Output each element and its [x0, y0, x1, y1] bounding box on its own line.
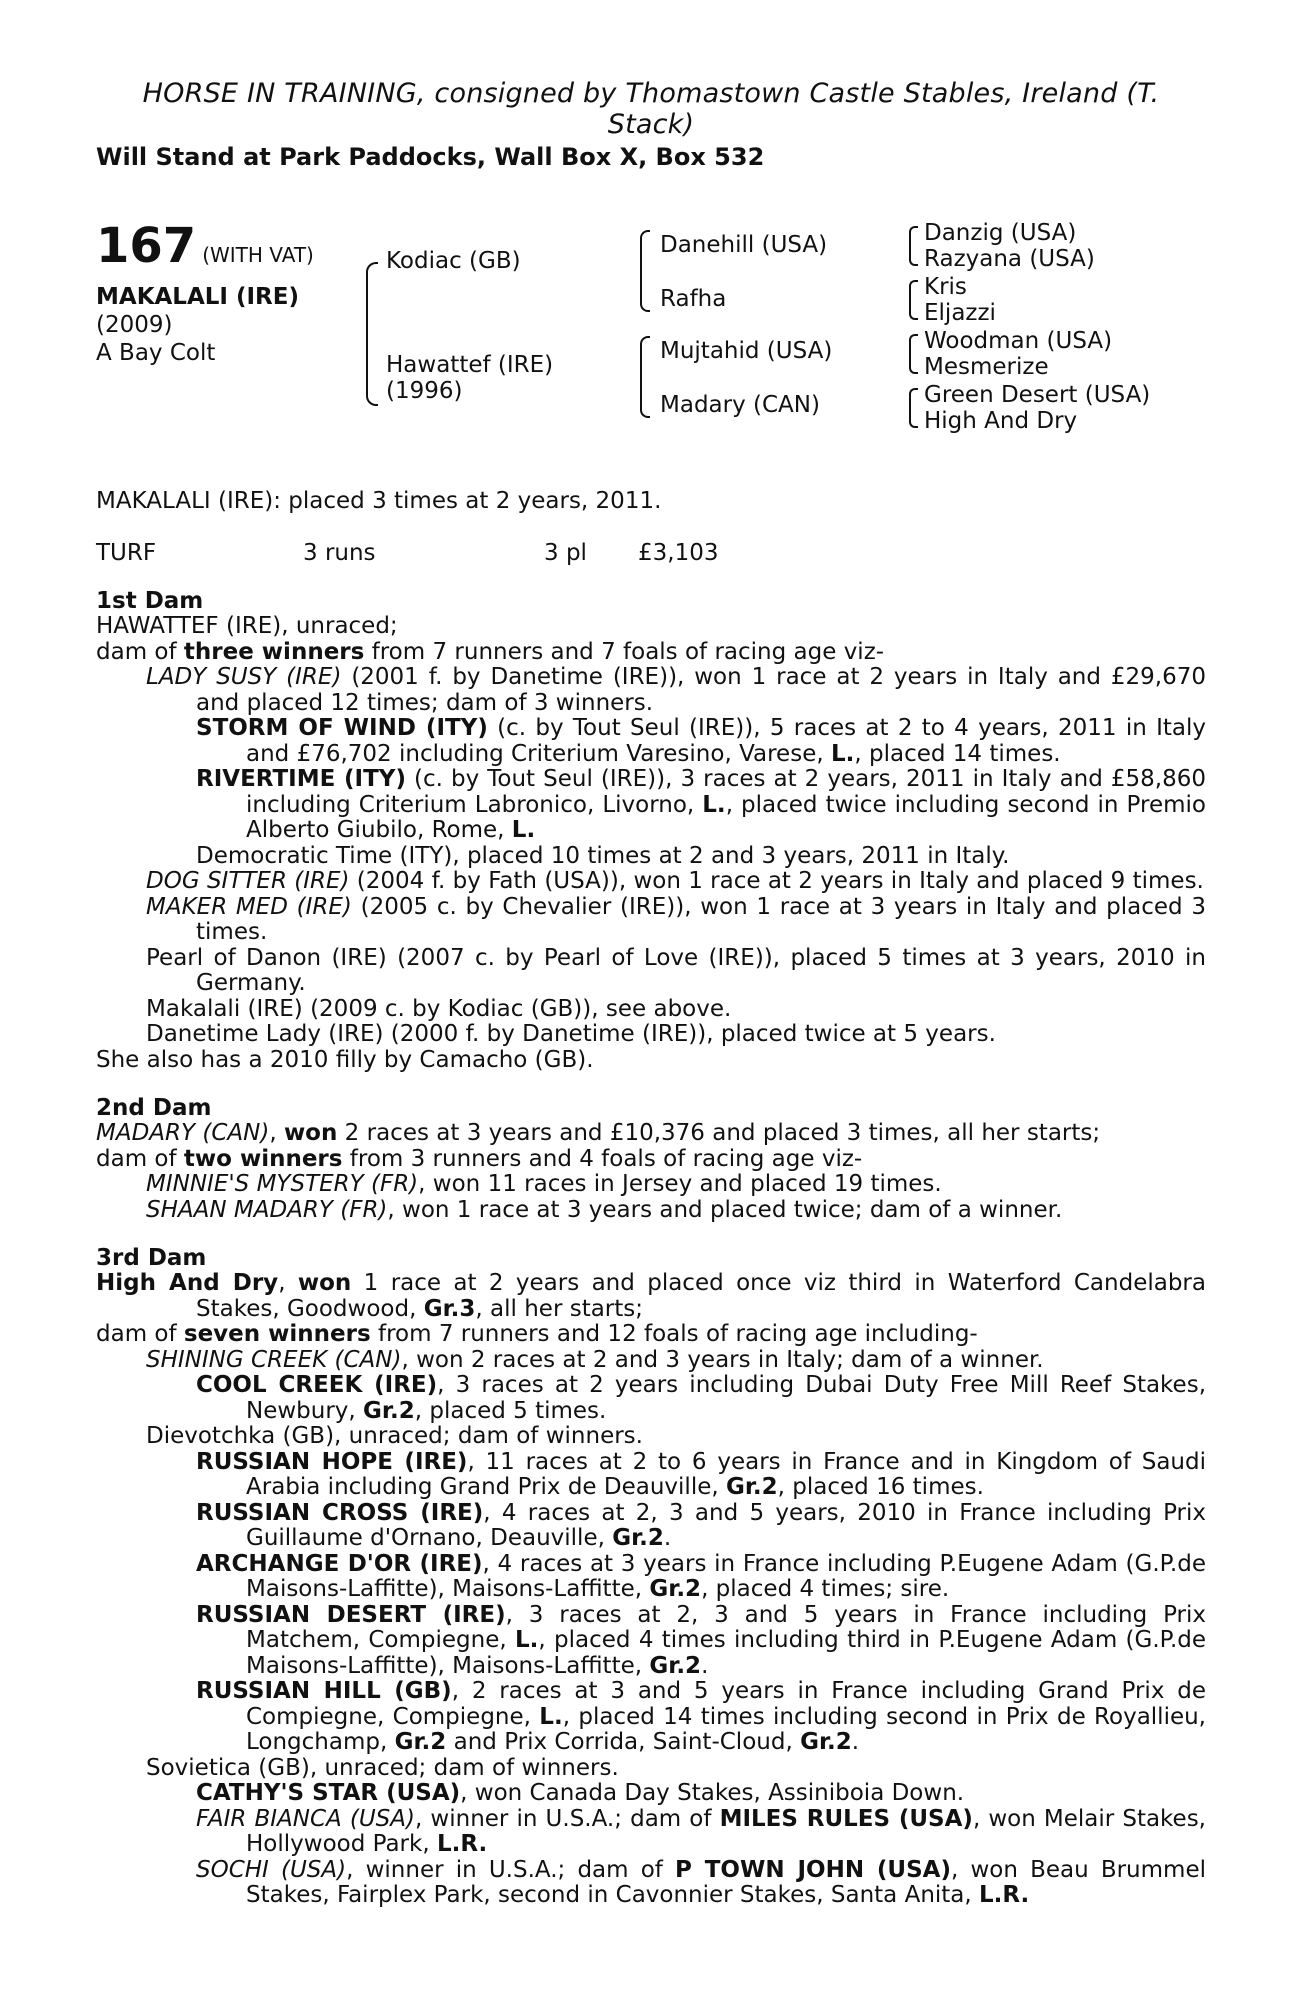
brace-g3-1	[909, 226, 918, 266]
produce-russian-hope: RUSSIAN HOPE (IRE), 11 races at 2 to 6 years in France and in Kingdom of Saudi Arabia including Grand Prix de Deauville, Gr.2, placed 16 times.	[196, 1448, 1206, 1500]
dam-sire: Mujtahid (USA)	[660, 338, 833, 364]
produce-pearl-of-danon: Pearl of Danon (IRE) (2007 c. by Pearl of Love (IRE)), placed 5 times at 3 years, 2010 in Germany.	[146, 944, 1206, 996]
third-dam-section	[96, 1245, 1206, 1909]
produce-dievotchka: Dievotchka (GB), unraced; dam of winners.	[146, 1423, 643, 1449]
second-dam-section	[96, 1095, 1206, 1223]
produce-cathys-star: CATHY'S STAR (USA), won Canada Day Stakes, Assiniboia Down.	[196, 1780, 965, 1806]
third-dam-name: High And Dry, won 1 race at 2 years and placed once viz third in Waterford Candelabra Stakes, Goodwood, Gr.3, all her starts;	[96, 1270, 1206, 1322]
produce-storm-of-wind: STORM OF WIND (ITY) (c. by Tout Seul (IRE)), 5 races at 2 to 4 years, 2011 in Italy and £76,702 including Criterium Varesino, Varese, L., placed 14 times.	[196, 715, 1206, 767]
g3-green-desert: Green Desert (USA)	[924, 382, 1151, 408]
horse-description: A Bay Colt	[96, 340, 216, 366]
third-dam-produce: dam of seven winners from 7 runners and 12 foals of racing age including-	[96, 1321, 978, 1347]
g3-mesmerize: Mesmerize	[924, 354, 1049, 380]
lot-number-row	[96, 220, 314, 272]
produce-rivertime: RIVERTIME (ITY) (c. by Tout Seul (IRE)), 3 races at 2 years, 2011 in Italy and £58,860 including Criterium Labronico, Livorno, L., placed twice including second in Premio Alberto Giubilo, Rome, L.	[196, 766, 1206, 843]
catalogue-page	[96, 78, 1206, 1909]
first-dam-section	[96, 588, 1206, 1073]
produce-lady-susy: LADY SUSY (IRE) (2001 f. by Danetime (IRE)), won 1 race at 2 years in Italy and £29,670 and placed 12 times; dam of 3 winners.	[146, 664, 1206, 716]
produce-democratic-time: Democratic Time (ITY), placed 10 times at 2 and 3 years, 2011 in Italy.	[196, 842, 1010, 869]
pedigree-table	[96, 220, 1206, 470]
turf-placed: 3 pl	[544, 540, 587, 566]
produce-maker-med: MAKER MED (IRE) (2005 c. by Chevalier (IRE)), won 1 race at 3 years in Italy and placed 3 times.	[146, 893, 1206, 945]
brace-dam	[640, 336, 650, 418]
g3-razyana: Razyana (USA)	[924, 246, 1095, 272]
brace-g3-3	[909, 334, 918, 374]
produce-dog-sitter: DOG SITTER (IRE) (2004 f. by Fath (USA)), won 1 race at 2 years in Italy and placed 9 times.	[146, 868, 1204, 894]
sire-sire: Danehill (USA)	[660, 232, 828, 258]
turf-earnings: £3,103	[638, 540, 719, 566]
produce-russian-desert: RUSSIAN DESERT (IRE), 3 races at 2, 3 and 5 years in France including Prix Matchem, Compiegne, L., placed 4 times including third in P.Eugene Adam (G.P.de Maisons-Laffitte), Maisons-Laffitte, Gr.2.	[196, 1601, 1207, 1679]
g3-woodman: Woodman (USA)	[924, 328, 1113, 354]
lot-number: 167	[96, 218, 197, 274]
g3-danzig: Danzig (USA)	[924, 220, 1077, 246]
second-dam-produce: dam of two winners from 3 runners and 4 foals of racing age viz-	[96, 1145, 863, 1172]
produce-archange-dor: ARCHANGE D'OR (IRE), 4 races at 3 years in France including P.Eugene Adam (G.P.de Maisons-Laffitte), Maisons-Laffitte, Gr.2, placed 4 times; sire.	[196, 1550, 1206, 1602]
vat-note: (WITH VAT)	[202, 243, 314, 267]
brace-g3-2	[909, 280, 918, 320]
consignment-line-1: HORSE IN TRAINING, consigned by Thomastown Castle Stables, Ireland (T.	[142, 78, 1160, 109]
produce-danetime-lady: Danetime Lady (IRE) (2000 f. by Danetime (IRE)), placed twice at 5 years.	[146, 1021, 996, 1047]
consignment-header	[96, 78, 1206, 140]
produce-russian-hill: RUSSIAN HILL (GB), 2 races at 3 and 5 years in France including Grand Prix de Compiegne, Compiegne, L., placed 14 times including second in Prix de Royallieu, Longchamp, Gr.2 and Prix Corrida, Saint-Cloud, Gr.2.	[196, 1678, 1207, 1755]
first-dam-heading: 1st Dam	[96, 588, 204, 614]
sire-dam: Rafha	[660, 286, 727, 312]
turf-record	[96, 540, 1206, 570]
first-dam-produce: dam of three winners from 7 runners and 7 foals of racing age viz-	[96, 638, 885, 665]
race-summary: MAKALALI (IRE): placed 3 times at 2 years, 2011.	[96, 488, 662, 514]
produce-minnies-mystery: MINNIE'S MYSTERY (FR), won 11 races in Jersey and placed 19 times.	[146, 1171, 942, 1197]
second-dam-heading: 2nd Dam	[96, 1095, 212, 1121]
first-dam-also: She also has a 2010 filly by Camacho (GB).	[96, 1046, 594, 1073]
produce-russian-cross: RUSSIAN CROSS (IRE), 4 races at 2, 3 and 5 years, 2010 in France including Prix Guillaume d'Ornano, Deauville, Gr.2.	[196, 1499, 1206, 1551]
dam-name: Hawattef (IRE)	[386, 352, 554, 378]
brace-gen1	[366, 262, 378, 406]
turf-label: TURF	[96, 540, 157, 566]
third-dam-heading: 3rd Dam	[96, 1245, 207, 1271]
produce-sovietica: Sovietica (GB), unraced; dam of winners.	[146, 1754, 619, 1781]
produce-shining-creek: SHINING CREEK (CAN), won 2 races at 2 and 3 years in Italy; dam of a winner.	[146, 1346, 1044, 1373]
turf-runs: 3 runs	[303, 540, 376, 566]
produce-sochi: SOCHI (USA), winner in U.S.A.; dam of P TOWN JOHN (USA), won Beau Brummel Stakes, Fairplex Park, second in Cavonnier Stakes, Santa Anita, L.R.	[196, 1856, 1206, 1908]
dam-year: (1996)	[386, 378, 463, 404]
stand-info: Will Stand at Park Paddocks, Wall Box X, Box 532	[96, 143, 765, 171]
produce-makalali: Makalali (IRE) (2009 c. by Kodiac (GB)), see above.	[146, 995, 732, 1022]
produce-shaan-madary: SHAAN MADARY (FR), won 1 race at 3 years and placed twice; dam of a winner.	[146, 1196, 1063, 1223]
first-dam-name: HAWATTEF (IRE), unraced;	[96, 613, 398, 639]
horse-name: MAKALALI (IRE)	[96, 284, 299, 310]
consignment-line-2: Stack)	[607, 109, 695, 140]
horse-year: (2009)	[96, 312, 173, 338]
g3-kris: Kris	[924, 274, 967, 300]
second-dam-name: MADARY (CAN), won 2 races at 3 years and £10,376 and placed 3 times, all her starts;	[96, 1120, 1101, 1146]
g3-eljazzi: Eljazzi	[924, 300, 996, 326]
produce-fair-bianca: FAIR BIANCA (USA), winner in U.S.A.; dam of MILES RULES (USA), won Melair Stakes, Hollywood Park, L.R.	[196, 1805, 1206, 1857]
produce-cool-creek: COOL CREEK (IRE), 3 races at 2 years including Dubai Duty Free Mill Reef Stakes, Newbury, Gr.2, placed 5 times.	[196, 1372, 1206, 1424]
brace-sire	[640, 230, 650, 312]
brace-g3-4	[909, 388, 918, 428]
dam-dam: Madary (CAN)	[660, 392, 820, 418]
g3-high-and-dry: High And Dry	[924, 408, 1078, 434]
sire-name: Kodiac (GB)	[386, 248, 521, 274]
